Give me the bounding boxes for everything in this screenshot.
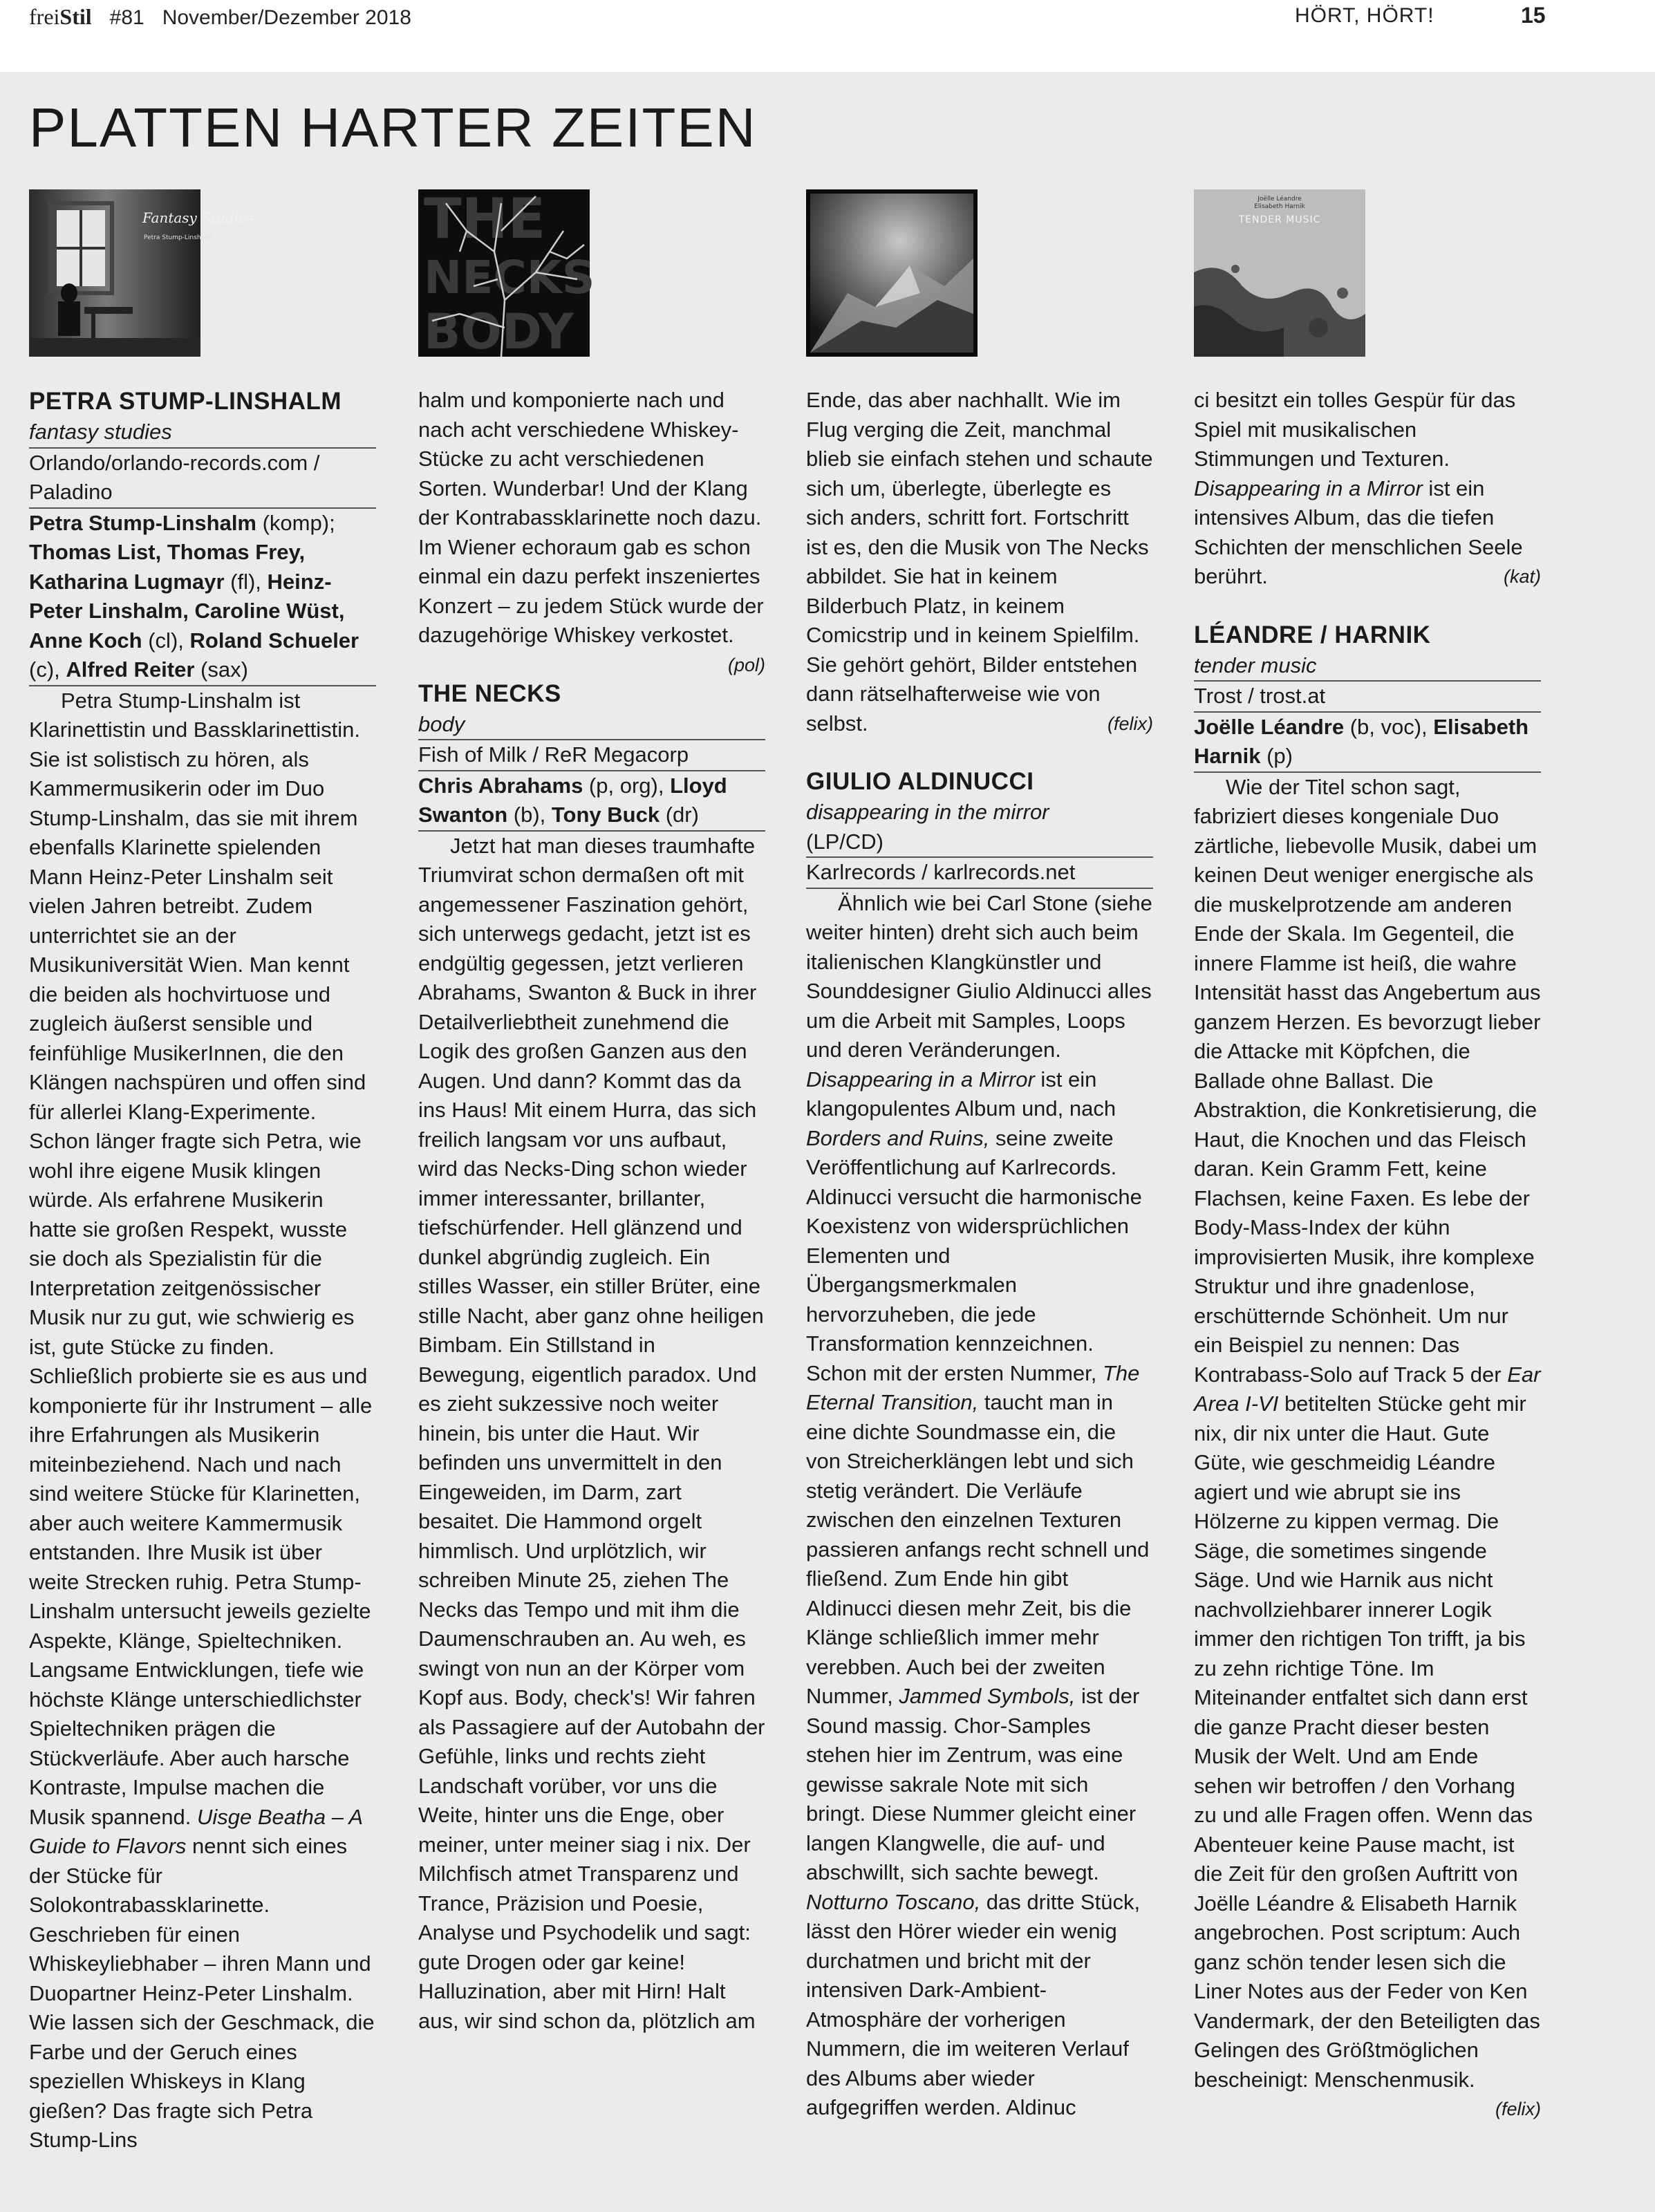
cover-the-necks-body	[418, 187, 595, 360]
page-body	[0, 72, 1655, 2212]
page-title: PLATTEN HARTER ZEITEN	[29, 97, 757, 158]
artist-name: GIULIO ALDINUCCI	[806, 768, 1034, 795]
cover-necks-word-2: NECKS	[424, 251, 595, 304]
review-body: Ähnlich wie bei Carl Stone (siehe weiter hinten) dreht sich auch beim italienischen Klangkünstler und Sounddesigner Giulio Aldinucci alles um die Arbeit mit Samples, Loops und deren Veränderungen. Disappearing in a Mirror ist ein klangopulentes Album und, nach Borders and Ruins, seine zweite Veröffentlichung auf Karlrecords. Aldinucci versucht die harmonische Koexistenz von widersprüchlichen Elementen und Übergangsmerkmalen hervorzuheben, die jede Transformation kennzeichnen. Schon mit der ersten Nummer, The Eternal Transition, taucht man in eine dichte Soundmasse ein, die von Streicherklängen lebt und sich stetig verändert. Die Verläufe zwischen den einzelnen Texturen passieren anfangs recht schnell und fließend. Zum Ende hin gibt Aldinucci diesen mehr Zeit, bis die Klänge schließlich immer mehr verebben. Auch bei der zweiten Nummer, Jammed Symbols, ist der Sound massig. Chor-Samples stehen hier im Zentrum, was eine gewisse sakrale Note mit sich bringt. Diese Nummer gleicht einer langen Klangwelle, die auf- und abschwillt, sich sachte bewegt. Notturno Toscano, das dritte Stück, lässt den Hörer wieder ein wenig durchatmen und bricht mit der intensiven Dark-Ambient-Atmosphäre der vorherigen Nummern, die im weiteren Verlauf des Albums aber wieder aufgegriffen werden. Aldinuc	[806, 890, 1152, 2119]
cover-necks-word-3: BODY	[424, 303, 574, 360]
cover-fantasy-title: Fantasy Studies	[142, 209, 254, 226]
label-info: Fish of Milk / ReR Megacorp	[418, 742, 689, 767]
cover-necks-word-1: THE	[424, 187, 546, 251]
cover-tender-names: Joëlle Léandre Elisabeth Harnik	[1254, 196, 1305, 210]
cover-tender-title: TENDER MUSIC	[1238, 214, 1321, 225]
cover-tender-music	[1194, 189, 1365, 357]
album-title: fantasy studies	[29, 420, 172, 444]
page-number: 15	[1521, 3, 1546, 28]
artist-name: PETRA STUMP-LINSHALM	[29, 388, 342, 415]
artist-name: THE NECKS	[418, 679, 561, 707]
issue-date: November/Dezember 2018	[162, 6, 411, 29]
review-body-continued: Ende, das aber nachhallt. Wie im Flug verging die Zeit, manchmal blieb sie einfach stehen und schaute sich um, überlegte, überlegte es sich anders, schritt fort. Fortschritt ist es, den die Musik von The Necks abbildet. Sie hat in keinem Bilderbuch Platz, in keinem Comicstrip und in keinem Spielfilm. Sie gehört gehört, Bilder entstehen dann rätselhafterweise wie von selbst. (felix)	[806, 388, 1153, 735]
cover-fantasy-name: Petra Stump-Linshalm	[144, 234, 213, 241]
review-leandre-harnik	[1194, 386, 1541, 2124]
issue-number: #81	[109, 6, 144, 29]
review-body: Jetzt hat man dieses traumhafte Triumvirat schon dermaßen oft mit angemessener Faszination gehört, sich unterwegs gedacht, jetzt ist es endgültig gegessen, jetzt verlieren Abrahams, Swanton & Buck in ihrer Detailverliebtheit zunehmend die Logik des großen Ganzen aus den Augen. Und dann? Kommt das da ins Haus! Mit einem Hurra, das sich freilich langsam vor uns aufbaut, wird das Necks-Ding schon wieder immer interessanter, brillanter, tiefschürfender. Hell glänzend und dunkel abgründig zugleich. Ein stilles Wasser, ein stiller Brüter, eine stille Nacht, aber ganz ohne heiligen Bimbam. Ein Stillstand in Bewegung, eigentlich paradox. Und es zieht sukzessive noch weiter hinein, bis unter die Haut. Wir befinden uns unvermittelt in den Eingeweiden, im Darm, zart besaitet. Die Hammond orgelt himmlisch. Und urplötzlich, wir schreiben Minute 25, ziehen The Necks das Tempo und mit ihm die Daumenschrauben an. Au weh, es swingt von nun an der Körper vom Kopf aus. Body, check's! Wir fahren als Passagiere auf der Autobahn der Gefühle, links und rechts zieht Landschaft vorüber, vor uns die Weite, hinter uns die Enge, ober meiner, unter meiner siag i nix. Der Milchfisch atmet Transparenz und Trance, Präzision und Poesie, Analyse und Psychodelik und sagt: gute Drogen oder gar keine! Halluzination, aber mit Hirn! Halt aus, wir sind schon da, plötzlich am	[418, 833, 765, 2033]
review-giulio-aldinucci	[806, 386, 1153, 2123]
review-body-continued: ci besitzt ein tolles Gespür für das Spiel mit musikalischen Stimmungen und Texturen. Disappearing in a Mirror ist ein intensives Album, das die tiefen Schichten der menschlichen Seele berührt. (kat)	[1194, 388, 1541, 588]
review-the-necks	[418, 386, 765, 2036]
album-title: disappearing in the mirror	[806, 800, 1049, 824]
spacer	[418, 650, 765, 678]
musician-credits: Chris Abrahams (p, org), Lloyd Swanton (b), Tony Buck (dr)	[418, 773, 727, 827]
page-header	[0, 0, 1655, 72]
spacer	[1194, 592, 1541, 619]
label-info: Trost / trost.at	[1194, 684, 1326, 708]
format-info: (LP/CD)	[806, 829, 883, 854]
masthead	[29, 3, 411, 32]
album-title: tender music	[1194, 653, 1317, 677]
cover-fantasy-studies	[29, 189, 254, 357]
spacer	[806, 738, 1153, 766]
artist-name: LÉANDRE / HARNIK	[1194, 621, 1431, 648]
label-info: Orlando/orlando-records.com / Paladino	[29, 450, 320, 504]
magazine-logo: freiStil	[29, 4, 92, 29]
musician-credits: Joëlle Léandre (b, voc), Elisabeth Harnik (p)	[1194, 714, 1529, 768]
review-body-continued: halm und komponierte nach und nach acht verschiedene Whiskey-Stücke zu acht verschiedenen Sorten. Wunderbar! Und der Klang der Kontrabassklarinette noch dazu. Im Wiener echoraum gab es schon einmal ein dazu perfekt inszeniertes Konzert – zu jedem Stück wurde der dazugehörige Whiskey verkostet. (pol)	[418, 388, 765, 675]
review-petra-stump-linshalm	[29, 386, 376, 2155]
cover-disappearing-in-the-mirror	[806, 189, 978, 357]
label-info: Karlrecords / karlrecords.net	[806, 860, 1076, 884]
section-name: HÖRT, HÖRT!	[1295, 4, 1434, 27]
album-title: body	[418, 711, 465, 736]
musician-credits: Petra Stump-Linshalm (komp); Thomas List, Thomas Frey, Katharina Lugmayr (fl), Heinz-Peter Linshalm, Caroline Wüst, Anne Koch (cl), Roland Schueler (c), Alfred Reiter (sax)	[29, 510, 359, 682]
review-body: Wie der Titel schon sagt, fabriziert dieses kongeniale Duo zärtliche, liebevolle Musik, dabei um keinen Deut weniger energische als die muskelprotzende am anderen Ende der Skala. Im Gegenteil, die innere Flamme ist heiß, die wahre Intensität hasst das Angebertum aus ganzem Herzen. Es bevorzugt lieber die Attacke mit Köpfchen, die Ballade ohne Ballast. Die Abstraktion, die Konkretisierung, die Haut, die Knochen und das Fleisch daran. Kein Gramm Fett, keine Flachsen, keine Faxen. Es lebe der Body-Mass-Index der kühn improvisierten Musik, ihre komplexe Struktur und ihre gnadenlose, erschütternde Schönheit. Um nur ein Beispiel zu nennen: Das Kontrabass-Solo auf Track 5 der Ear Area I-VI betitelten Stücke geht mir nix, dir nix unter die Haut. Gute Güte, wie geschmeidig Léandre agiert und wie abrupt sie ins Hölzerne zu kippen vermag. Die Säge, die sometimes singende Säge. Und wie Harnik aus nicht nachvollziehbarer innerer Logik immer den richtigen Ton trifft, ja bis zu zehn richtige Töne. Im Miteinander entfaltet sich dann erst die ganze Pracht dieser besten Musik der Welt. Und am Ende sehen wir betroffen / den Vorhang zu und alle Fragen offen. Wenn das Abenteuer keine Pause macht, ist die Zeit für den großen Auftritt von Joëlle Léandre & Elisabeth Harnik angebrochen. Post scriptum: Auch ganz schön tender lesen sich die Liner Notes aus der Feder von Ken Vandermark, der den Beteiligten das Gelingen des Größtmöglichen bescheinigt: Menschenmusik. (felix)	[1194, 774, 1541, 2119]
review-body: Petra Stump-Linshalm ist Klarinettistin und Bassklarinettistin. Sie ist solistisch zu hören, als Kammermusikerin oder im Duo Stump-Linshalm, das sie mit ihrem ebenfalls Klarinette spielenden Mann Heinz-Peter Linshalm seit vielen Jahren betreibt. Zudem unterrichtet sie an der Musikuniversität Wien. Man kennt die beiden als hochvirtuose und zugleich äußerst sensible und feinfühlige MusikerInnen, die den Klängen nachspüren und offen sind für allerlei Klang-Experimente. Schon länger fragte sich Petra, wie wohl ihre eigene Musik klingen würde. Als erfahrene Musikerin hatte sie großen Respekt, wusste sie doch als Spezialistin für die Interpretation zeitgenössischer Musik nur zu gut, wie schwierig es ist, gute Stücke zu finden. Schließlich probierte sie es aus und komponierte für ihr Instrument – alle ihre Erfahrungen als Musikerin miteinbeziehend. Nach und nach sind weitere Stücke für Klarinetten, aber auch weitere Kammermusik entstanden. Ihre Musik ist über weite Strecken ruhig. Petra Stump-Linshalm untersucht jeweils gezielte Aspekte, Klänge, Spieltechniken. Langsame Entwicklungen, tiefe wie höchste Klänge unterschiedlichster Spieltechniken prägen die Stückverläufe. Aber auch harsche Kontraste, Impulse machen die Musik spannend. Uisge Beatha – A Guide to Flavors nennt sich eines der Stücke für Solokontrabassklarinette. Geschrieben für einen Whiskeyliebhaber – ihren Mann und Duopartner Heinz-Peter Linshalm. Wie lassen sich der Geschmack, die Farbe und der Geruch eines speziellen Whiskeys in Klang gießen? Das fragte sich Petra Stump-Lins	[29, 688, 375, 2152]
